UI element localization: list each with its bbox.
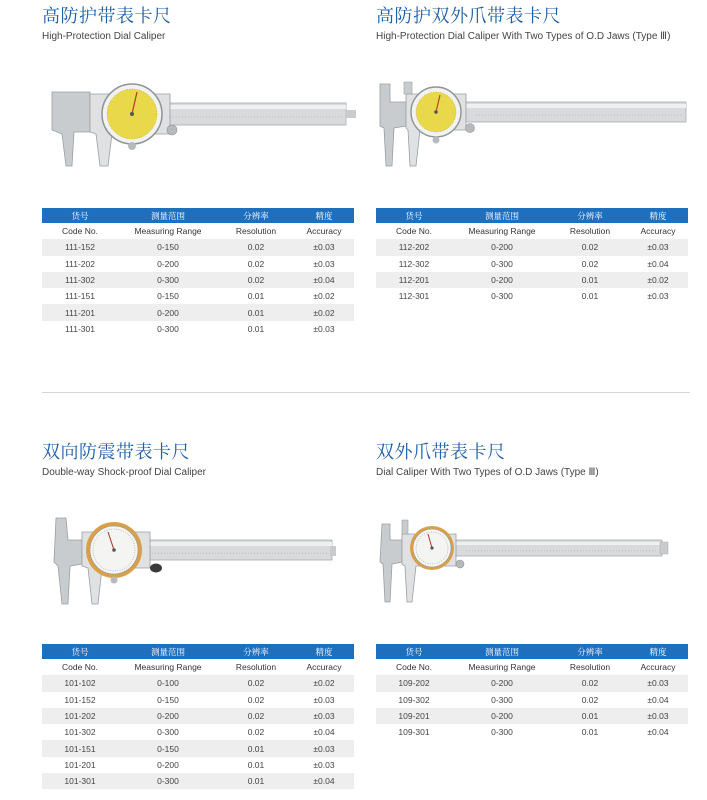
cell-range: 0-150 — [118, 239, 218, 255]
cell-range: 0-150 — [118, 288, 218, 304]
header-resolution-en: Resolution — [552, 223, 628, 239]
cell-range: 0-200 — [452, 239, 552, 255]
table-row — [42, 724, 354, 740]
cell-accuracy: ±0.03 — [628, 708, 688, 724]
cell-accuracy: ±0.04 — [628, 692, 688, 708]
cell-code: 109-201 — [376, 708, 452, 724]
cell-accuracy: ±0.03 — [628, 288, 688, 304]
cell-resolution: 0.01 — [218, 740, 294, 756]
cell-resolution: 0.01 — [218, 304, 294, 320]
header-accuracy-en: Accuracy — [628, 659, 688, 675]
table-row — [376, 256, 688, 272]
cell-range: 0-200 — [452, 675, 552, 691]
cell-resolution: 0.01 — [552, 708, 628, 724]
cell-code: 111-202 — [42, 256, 118, 272]
cell-code: 111-201 — [42, 304, 118, 320]
cell-accuracy: ±0.03 — [294, 321, 354, 337]
header-accuracy-cn: 精度 — [628, 644, 688, 659]
caliper-two-jaws-yellow-dial-illustration — [376, 72, 690, 172]
header-range-en: Measuring Range — [118, 223, 218, 239]
section-title-en: Dial Caliper With Two Types of O.D Jaws (Type Ⅲ) — [376, 467, 599, 478]
header-accuracy-cn: 精度 — [294, 644, 354, 659]
cell-code: 111-301 — [42, 321, 118, 337]
header-accuracy-cn: 精度 — [294, 208, 354, 223]
cell-accuracy: ±0.03 — [294, 692, 354, 708]
header-code-cn: 货号 — [42, 644, 118, 659]
cell-accuracy: ±0.03 — [294, 239, 354, 255]
cell-resolution: 0.02 — [218, 272, 294, 288]
table-row — [376, 675, 688, 691]
cell-resolution: 0.02 — [552, 675, 628, 691]
table-row — [42, 708, 354, 724]
cell-code: 101-102 — [42, 675, 118, 691]
table-header-en-row — [376, 223, 688, 239]
header-resolution-cn: 分辨率 — [218, 644, 294, 659]
table-row — [376, 692, 688, 708]
cell-resolution: 0.02 — [552, 256, 628, 272]
header-code-en: Code No. — [376, 659, 452, 675]
spec-table — [42, 644, 354, 789]
table-row — [42, 740, 354, 756]
header-code-cn: 货号 — [376, 644, 452, 659]
product-section-high-protection — [42, 6, 356, 346]
cell-code: 109-302 — [376, 692, 452, 708]
table-header-row — [376, 644, 688, 659]
product-section-high-protection-two-jaws — [376, 6, 690, 346]
header-code-en: Code No. — [376, 223, 452, 239]
header-code-cn: 货号 — [42, 208, 118, 223]
header-resolution-cn: 分辨率 — [218, 208, 294, 223]
cell-range: 0-300 — [452, 288, 552, 304]
caliper-image — [42, 72, 356, 172]
cell-resolution: 0.02 — [218, 239, 294, 255]
cell-accuracy: ±0.03 — [628, 239, 688, 255]
table-row — [42, 773, 354, 789]
section-title-cn: 高防护双外爪带表卡尺 — [376, 6, 561, 27]
spec-table — [42, 208, 354, 337]
cell-range: 0-150 — [118, 740, 218, 756]
cell-range: 0-150 — [118, 692, 218, 708]
cell-accuracy: ±0.03 — [294, 757, 354, 773]
header-accuracy-en: Accuracy — [628, 223, 688, 239]
table-header-en-row — [42, 659, 354, 675]
cell-code: 111-151 — [42, 288, 118, 304]
cell-accuracy: ±0.04 — [294, 272, 354, 288]
header-code-en: Code No. — [42, 223, 118, 239]
table-row — [42, 304, 354, 320]
table-row — [42, 757, 354, 773]
cell-range: 0-200 — [452, 272, 552, 288]
cell-resolution: 0.02 — [218, 692, 294, 708]
cell-range: 0-300 — [452, 692, 552, 708]
table-row — [42, 272, 354, 288]
table-row — [42, 256, 354, 272]
table-row — [42, 675, 354, 691]
cell-accuracy: ±0.03 — [294, 256, 354, 272]
spec-table — [376, 208, 688, 304]
cell-resolution: 0.01 — [218, 757, 294, 773]
caliper-image — [42, 512, 356, 612]
cell-resolution: 0.01 — [218, 773, 294, 789]
table-row — [42, 288, 354, 304]
cell-code: 101-301 — [42, 773, 118, 789]
cell-resolution: 0.02 — [218, 724, 294, 740]
header-resolution-cn: 分辨率 — [552, 208, 628, 223]
cell-range: 0-200 — [118, 708, 218, 724]
cell-range: 0-200 — [118, 256, 218, 272]
cell-accuracy: ±0.04 — [628, 256, 688, 272]
cell-resolution: 0.02 — [218, 675, 294, 691]
cell-accuracy: ±0.04 — [294, 724, 354, 740]
table-row — [376, 708, 688, 724]
cell-resolution: 0.02 — [552, 239, 628, 255]
header-range-en: Measuring Range — [118, 659, 218, 675]
caliper-yellow-dial-illustration — [42, 72, 356, 172]
cell-code: 101-302 — [42, 724, 118, 740]
header-range-cn: 测量范围 — [452, 208, 552, 223]
header-range-en: Measuring Range — [452, 223, 552, 239]
table-row — [42, 321, 354, 337]
section-title-en: Double-way Shock-proof Dial Caliper — [42, 467, 206, 478]
caliper-image — [376, 512, 690, 612]
table-row — [376, 724, 688, 740]
table-row — [42, 239, 354, 255]
cell-code: 112-301 — [376, 288, 452, 304]
cell-range: 0-100 — [118, 675, 218, 691]
cell-range: 0-300 — [118, 272, 218, 288]
header-resolution-en: Resolution — [218, 223, 294, 239]
cell-range: 0-200 — [452, 708, 552, 724]
cell-code: 112-201 — [376, 272, 452, 288]
table-header-row — [42, 644, 354, 659]
cell-range: 0-300 — [118, 321, 218, 337]
header-accuracy-en: Accuracy — [294, 659, 354, 675]
table-row — [42, 692, 354, 708]
caliper-image — [376, 72, 690, 172]
header-resolution-en: Resolution — [552, 659, 628, 675]
header-range-cn: 测量范围 — [452, 644, 552, 659]
cell-resolution: 0.01 — [218, 321, 294, 337]
caliper-white-dial-illustration — [42, 512, 356, 612]
cell-accuracy: ±0.04 — [294, 773, 354, 789]
spec-table — [376, 644, 688, 740]
section-divider — [42, 392, 690, 393]
cell-range: 0-300 — [118, 773, 218, 789]
header-code-en: Code No. — [42, 659, 118, 675]
section-title-cn: 双向防震带表卡尺 — [42, 442, 190, 463]
cell-resolution: 0.01 — [218, 288, 294, 304]
header-range-cn: 测量范围 — [118, 644, 218, 659]
cell-code: 111-302 — [42, 272, 118, 288]
cell-code: 101-152 — [42, 692, 118, 708]
table-header-row — [376, 208, 688, 223]
header-code-cn: 货号 — [376, 208, 452, 223]
product-section-double-way-shockproof — [42, 442, 356, 798]
cell-resolution: 0.01 — [552, 272, 628, 288]
cell-accuracy: ±0.02 — [294, 304, 354, 320]
cell-range: 0-300 — [118, 724, 218, 740]
section-title-en: High-Protection Dial Caliper — [42, 31, 166, 42]
header-resolution-cn: 分辨率 — [552, 644, 628, 659]
cell-code: 101-202 — [42, 708, 118, 724]
cell-range: 0-300 — [452, 724, 552, 740]
table-row — [376, 288, 688, 304]
product-section-two-jaws — [376, 442, 690, 762]
cell-resolution: 0.02 — [552, 692, 628, 708]
cell-code: 112-302 — [376, 256, 452, 272]
header-accuracy-en: Accuracy — [294, 223, 354, 239]
cell-range: 0-300 — [452, 256, 552, 272]
table-header-row — [42, 208, 354, 223]
table-header-en-row — [376, 659, 688, 675]
cell-code: 112-202 — [376, 239, 452, 255]
section-title-cn: 双外爪带表卡尺 — [376, 442, 506, 463]
cell-accuracy: ±0.04 — [628, 724, 688, 740]
cell-code: 111-152 — [42, 239, 118, 255]
table-row — [376, 272, 688, 288]
table-row — [376, 239, 688, 255]
cell-code: 101-151 — [42, 740, 118, 756]
cell-code: 101-201 — [42, 757, 118, 773]
cell-accuracy: ±0.03 — [628, 675, 688, 691]
cell-accuracy: ±0.02 — [294, 675, 354, 691]
cell-resolution: 0.02 — [218, 708, 294, 724]
cell-accuracy: ±0.03 — [294, 708, 354, 724]
cell-accuracy: ±0.03 — [294, 740, 354, 756]
cell-range: 0-200 — [118, 304, 218, 320]
header-range-cn: 测量范围 — [118, 208, 218, 223]
cell-code: 109-202 — [376, 675, 452, 691]
cell-accuracy: ±0.02 — [294, 288, 354, 304]
table-header-en-row — [42, 223, 354, 239]
section-title-en: High-Protection Dial Caliper With Two Types of O.D Jaws (Type Ⅲ) — [376, 31, 671, 42]
header-resolution-en: Resolution — [218, 659, 294, 675]
cell-resolution: 0.01 — [552, 288, 628, 304]
cell-resolution: 0.02 — [218, 256, 294, 272]
cell-resolution: 0.01 — [552, 724, 628, 740]
section-title-cn: 高防护带表卡尺 — [42, 6, 172, 27]
cell-range: 0-200 — [118, 757, 218, 773]
cell-accuracy: ±0.02 — [628, 272, 688, 288]
header-range-en: Measuring Range — [452, 659, 552, 675]
header-accuracy-cn: 精度 — [628, 208, 688, 223]
caliper-two-jaws-white-dial-illustration — [376, 512, 690, 612]
cell-code: 109-301 — [376, 724, 452, 740]
